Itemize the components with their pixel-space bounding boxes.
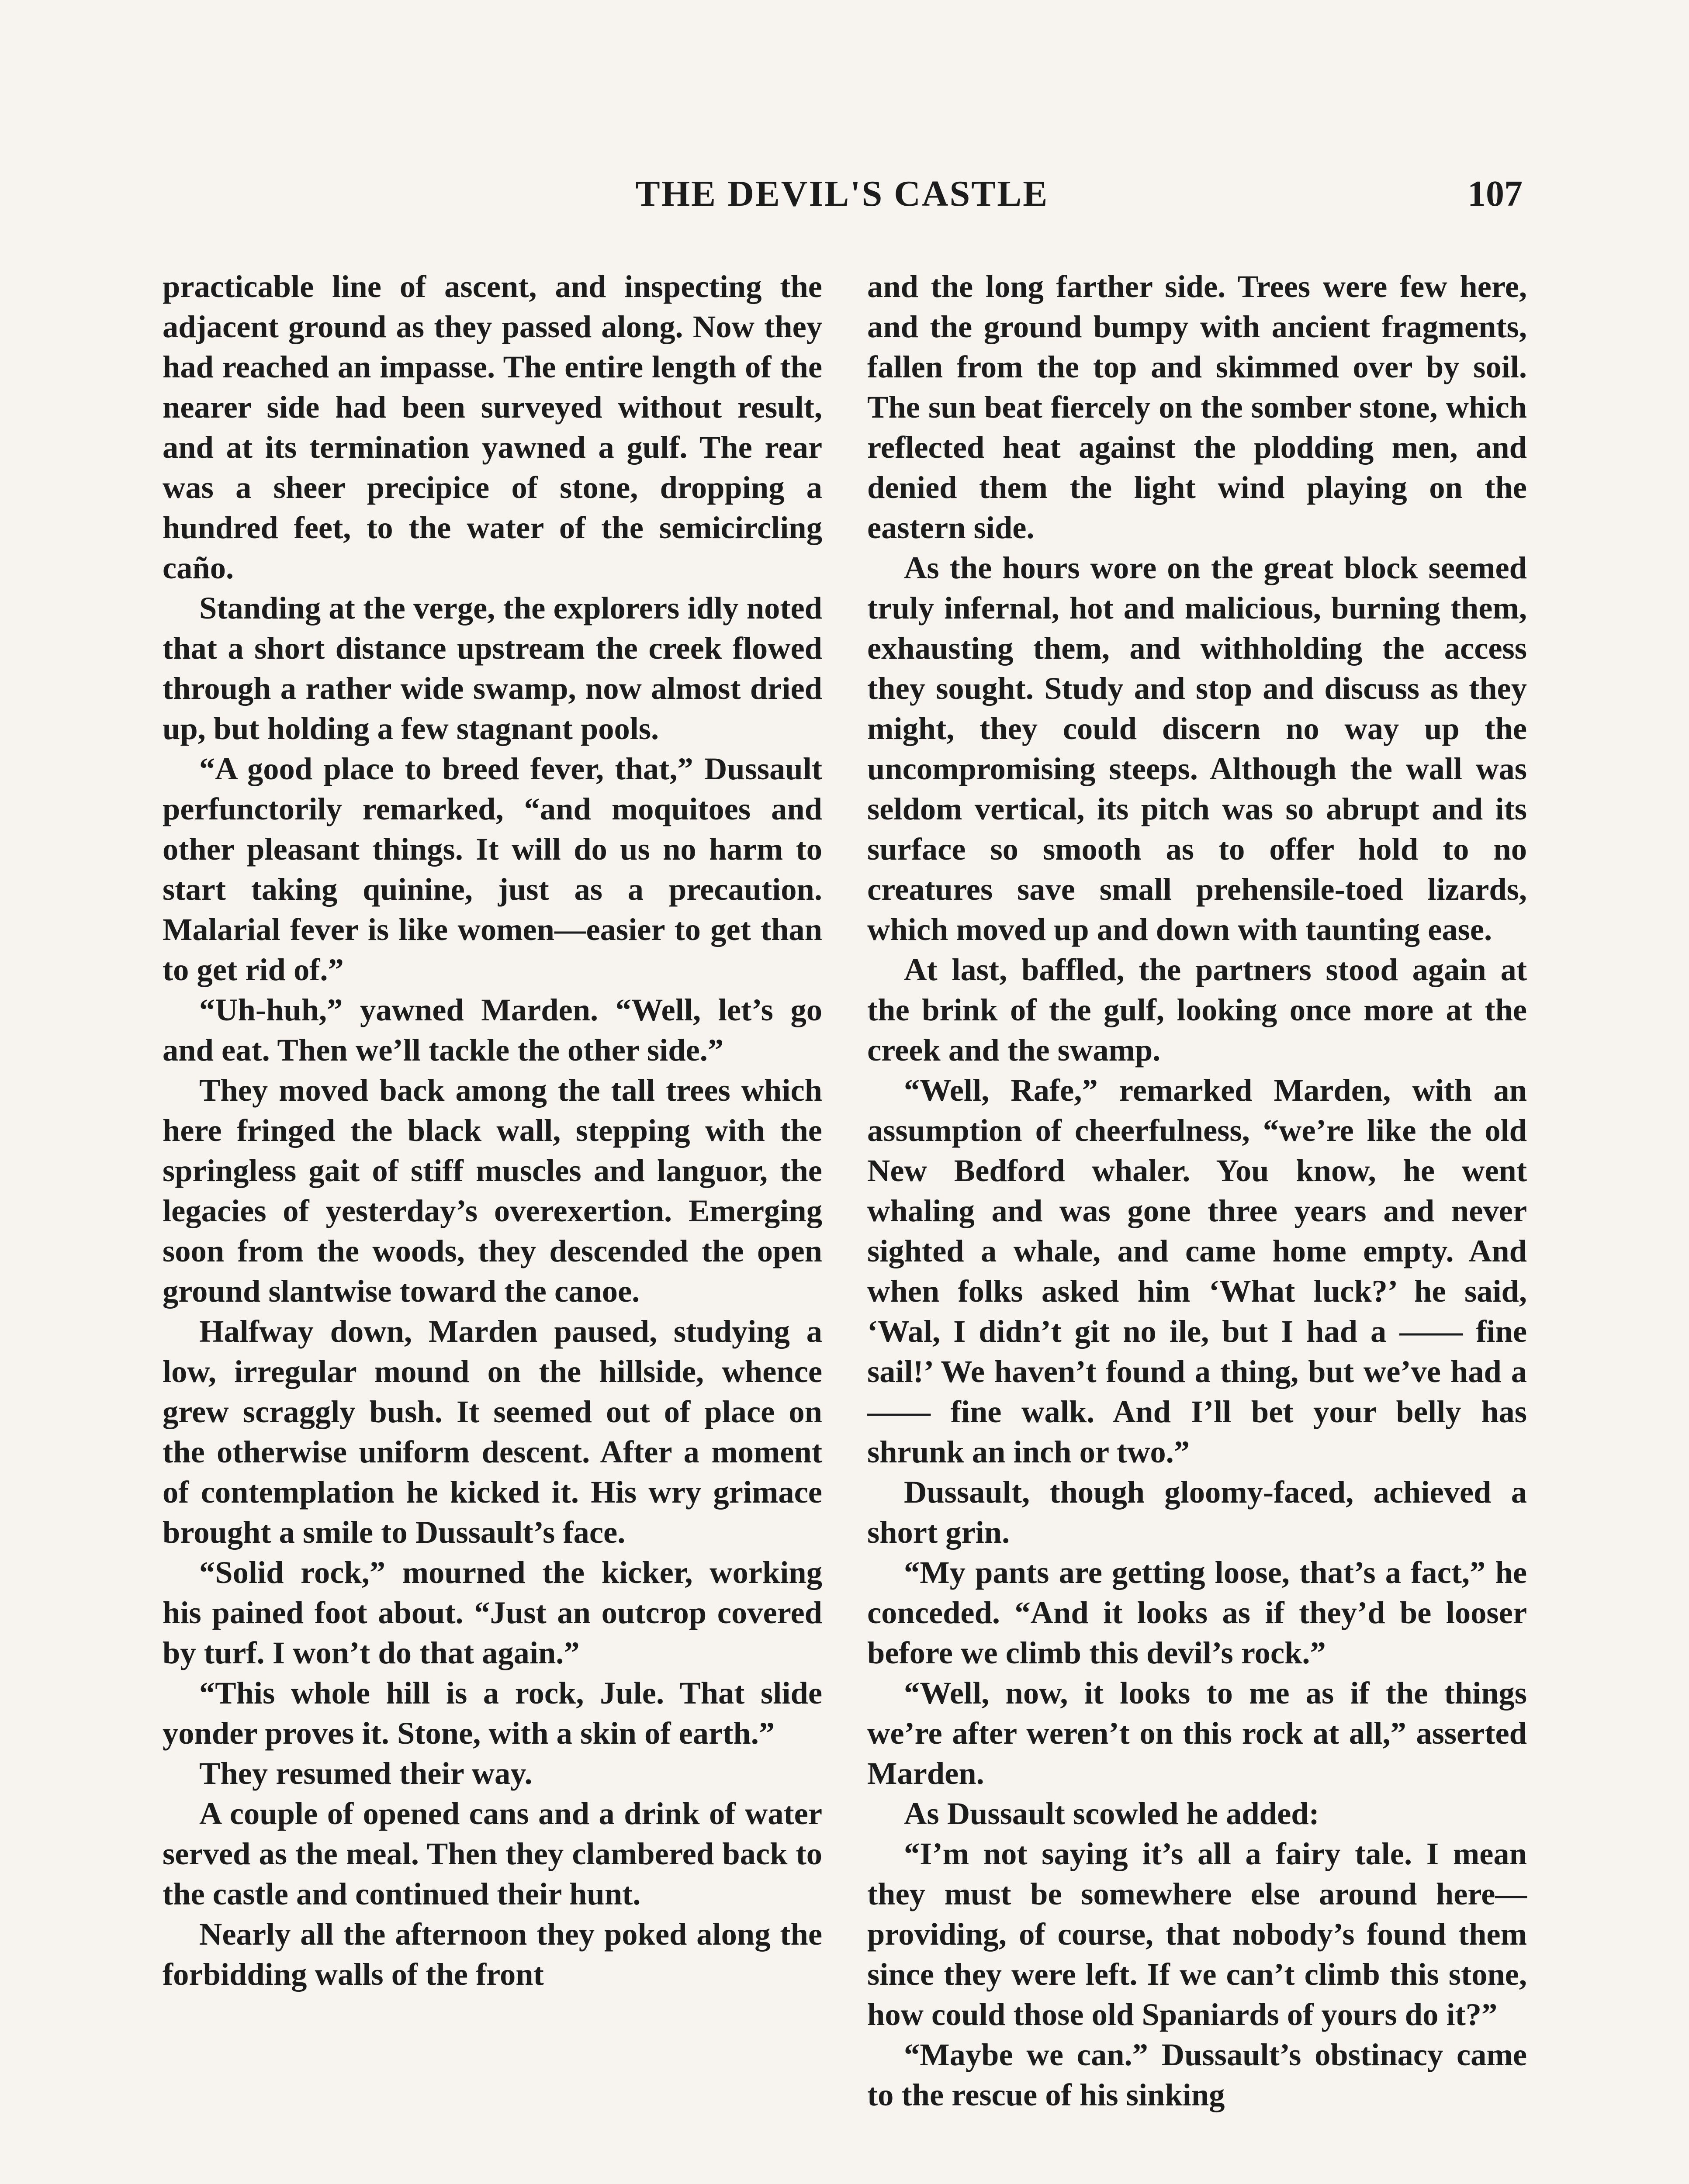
paragraph: Halfway down, Marden paused, studying a low, irregular mound on the hillside, whence grew scraggly bush. It seemed out of place on the otherwise uniform descent. After a moment of contemplation he kicked it. His wry grimace brought a smile to Dussault’s face. (163, 1313, 822, 1550)
paragraph: “My pants are getting loose, that’s a fact,” he conceded. “And it looks as if they’d be looser before we climb this devil’s rock.” (867, 1555, 1527, 1670)
paragraph: “Well, Rafe,” remarked Marden, with an assumption of cheerfulness, “we’re like the old New Bedford whaler. You know, he went whaling and was gone three years and never sighted a whale, and came home empty. And when folks asked him ‘What luck?’ he said, ‘Wal, I didn’t git no ile, but I had a —— fine sail!’ We haven’t found a thing, but we’ve had a —— fine walk. And I’ll bet your belly has shrunk an inch or two.” (867, 1072, 1527, 1469)
paragraph: “Uh-huh,” yawned Marden. “Well, let’s go and eat. Then we’ll tackle the other side.” (163, 992, 822, 1068)
paragraph: “I’m not saying it’s all a fairy tale. I mean they must be somewhere else around here—providing, of course, that nobody’s found them since they were left. If we can’t climb this stone, how could those old Spaniards of yours do it?” (867, 1836, 1527, 2032)
left-column (163, 266, 822, 1994)
right-column (867, 266, 1527, 2115)
paragraph: “A good place to breed fever, that,” Dussault perfunctorily remarked, “and moquitoes and other pleasant things. It will do us no harm to start taking quinine, just as a precaution. Malarial fever is like women—easier to get than to get rid of.” (163, 751, 822, 987)
paragraph: A couple of opened cans and a drink of water served as the meal. Then they clambered back to the castle and continued their hunt. (163, 1796, 822, 1911)
paragraph: Dussault, though gloomy-faced, achieved a short grin. (867, 1474, 1527, 1550)
paragraph: practicable line of ascent, and inspecting the adjacent ground as they passed along. Now they had reached an impasse. The entire length of the nearer side had been surveyed without result, and at its termination yawned a gulf. The rear was a sheer precipice of stone, dropping a hundred feet, to the water of the semicircling caño. (163, 269, 822, 585)
paragraph: They moved back among the tall trees which here fringed the black wall, stepping with the springless gait of stiff muscles and languor, the legacies of yesterday’s overexertion. Emerging soon from the woods, they descended the open ground slantwise toward the canoe. (163, 1072, 822, 1309)
running-title: THE DEVIL'S CASTLE (635, 173, 1049, 214)
paragraph: “Maybe we can.” Dussault’s obstinacy came to the rescue of his sinking (867, 2037, 1527, 2112)
paragraph: “Well, now, it looks to me as if the things we’re after weren’t on this rock at all,” asserted Marden. (867, 1675, 1527, 1791)
paragraph: At last, baffled, the partners stood again at the brink of the gulf, looking once more at the creek and the swamp. (867, 952, 1527, 1068)
paragraph: Standing at the verge, the explorers idly noted that a short distance upstream the creek flowed through a rather wide swamp, now almost dried up, but holding a few stagnant pools. (163, 590, 822, 746)
paragraph: Nearly all the afternoon they poked along the forbidding walls of the front (163, 1916, 822, 1992)
paragraph: They resumed their way. (199, 1755, 533, 1791)
paragraph: “This whole hill is a rock, Jule. That slide yonder proves it. Stone, with a skin of earth.” (163, 1675, 822, 1751)
paragraph: and the long farther side. Trees were few here, and the ground bumpy with ancient fragments, fallen from the top and skimmed over by soil. The sun beat fiercely on the somber stone, which reflected heat against the plodding men, and denied them the light wind playing on the eastern side. (867, 269, 1527, 545)
page-number: 107 (1467, 173, 1523, 214)
paragraph: As the hours wore on the great block seemed truly infernal, hot and malicious, burning them, exhausting them, and withholding the access they sought. Study and stop and discuss as they might, they could discern no way up the uncompromising steeps. Although the wall was seldom vertical, its pitch was so abrupt and its surface so smooth as to offer hold to no creatures save small prehensile-toed lizards, which moved up and down with taunting ease. (867, 550, 1527, 947)
paragraph: As Dussault scowled he added: (904, 1796, 1319, 1831)
paragraph: “Solid rock,” mourned the kicker, working his pained foot about. “Just an outcrop covered by turf. I won’t do that again.” (163, 1555, 822, 1670)
running-head (162, 173, 1523, 221)
